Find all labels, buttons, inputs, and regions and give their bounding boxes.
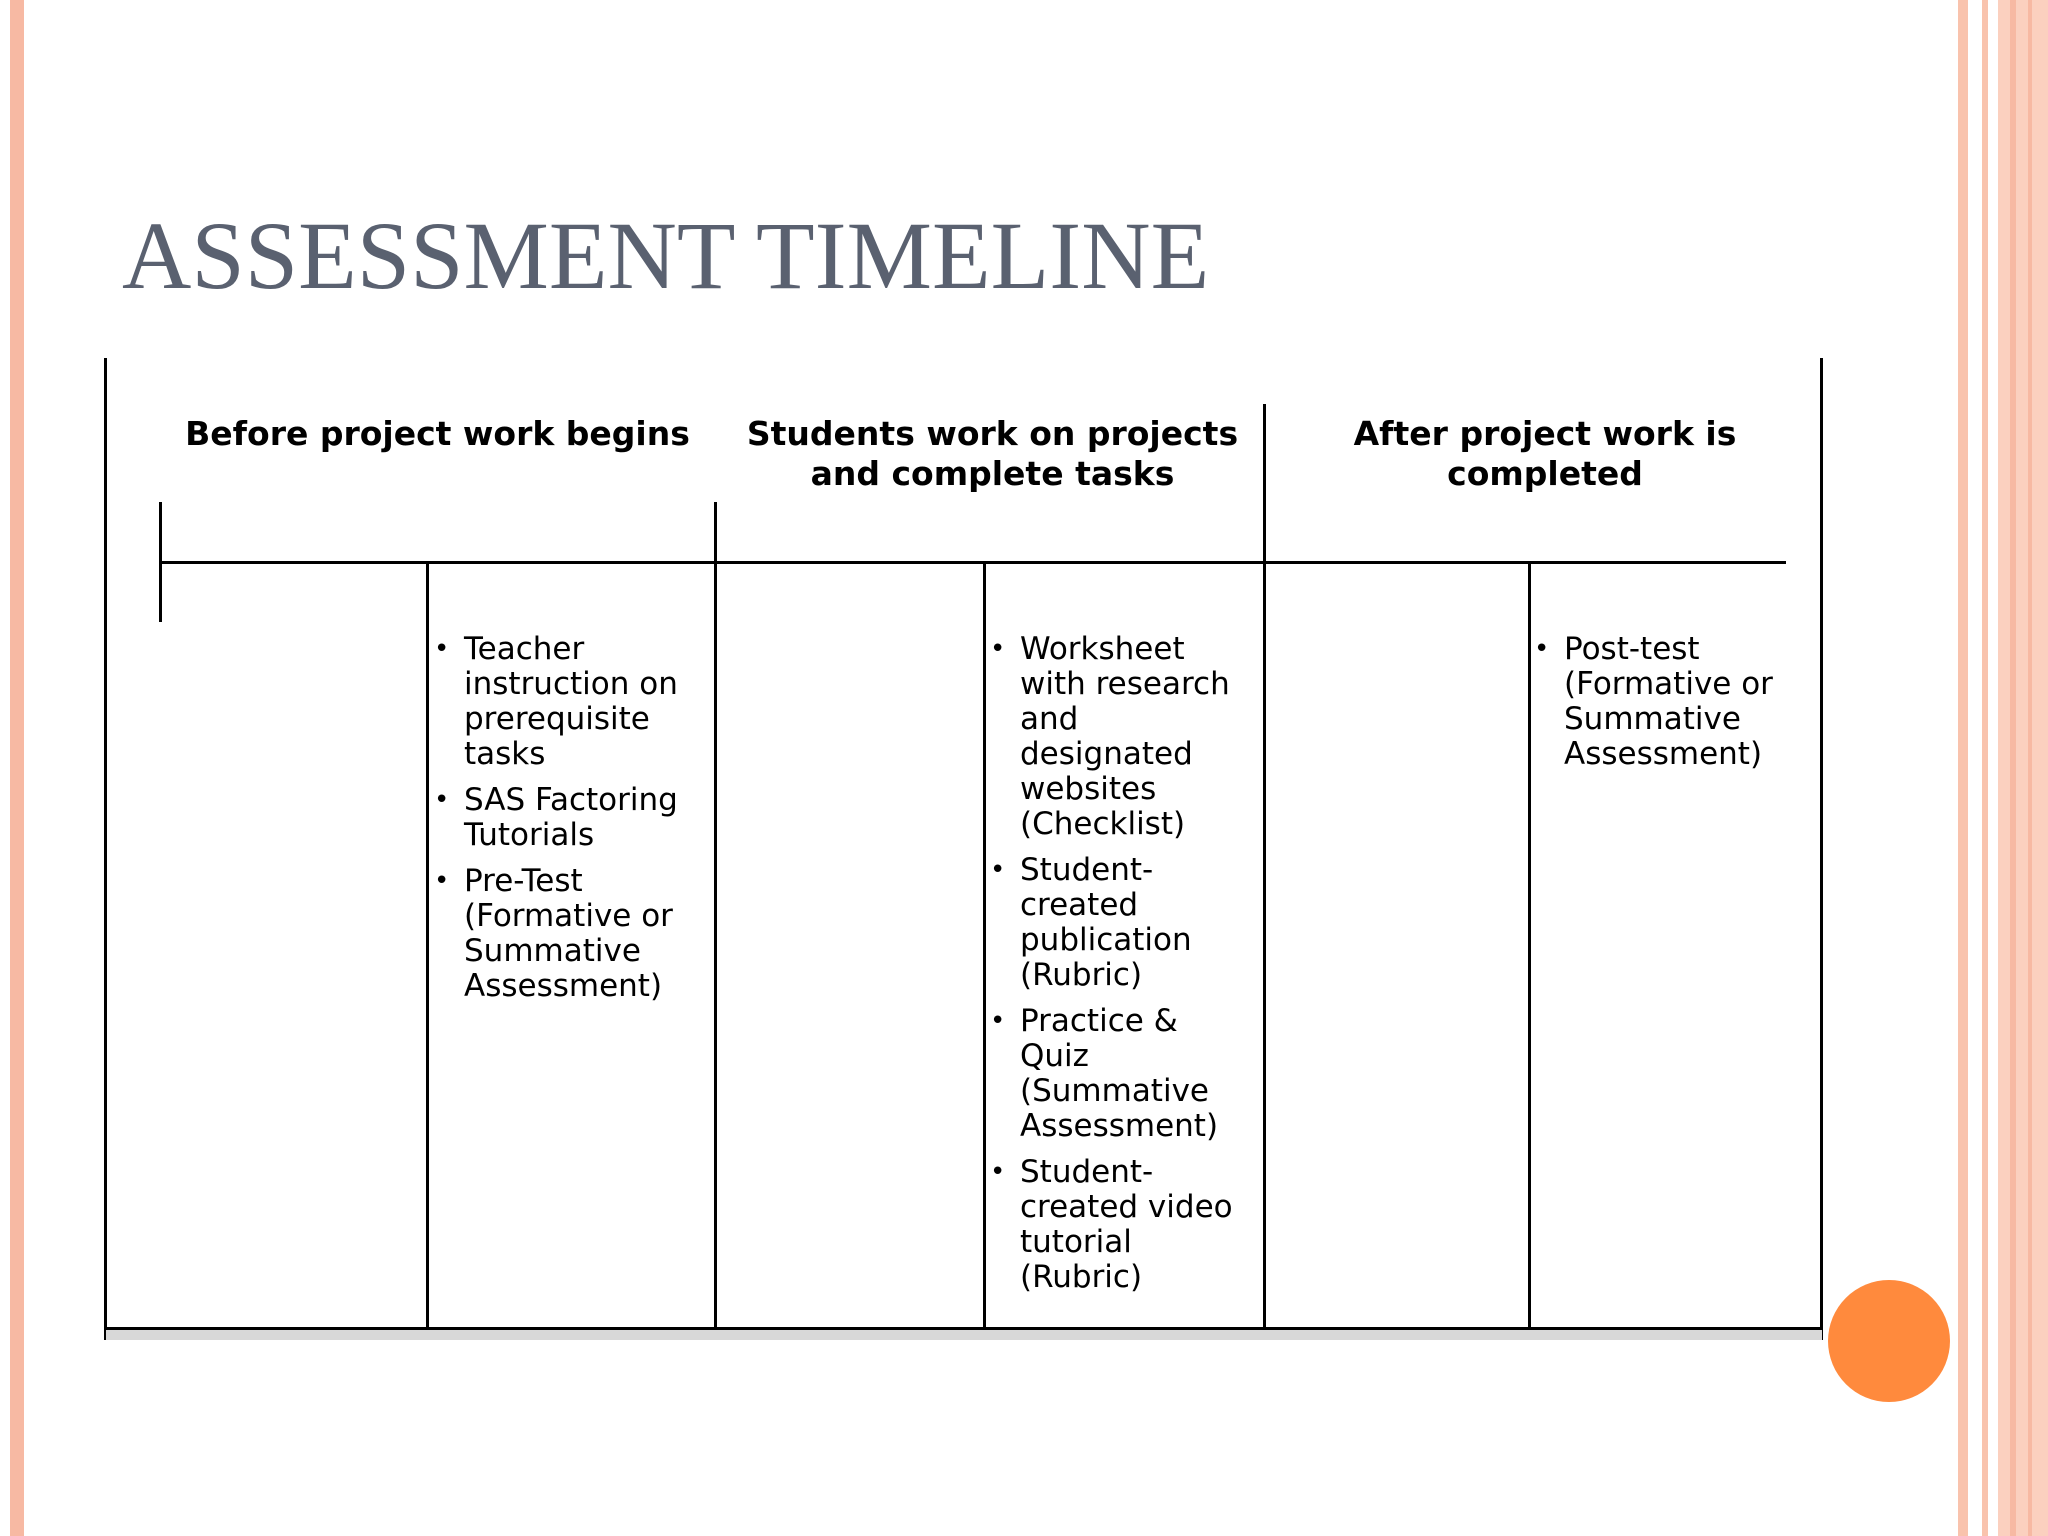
accent-circle [1828,1280,1950,1402]
list-item: • Student-created publication (Rubric) [990,853,1250,993]
during-task-list [990,632,1250,1306]
list-item: • Pre-Test (Formative or Summative Assessment) [434,864,684,1004]
right-border-stripe-3 [1998,0,2048,1536]
list-item: • Post-test (Formative or Summative Assessment) [1534,632,1799,772]
column-divider-5 [1528,562,1531,1328]
table-left-border [104,358,107,1340]
phase-divider-2-upper [1263,404,1266,562]
table-right-border [1820,358,1823,1340]
timeline-axis [159,561,1786,564]
phase-divider-1-upper [714,502,717,562]
list-item: • Teacher instruction on prerequisite tasks [434,632,684,772]
after-task-list [1534,632,1799,783]
before-task-list [434,632,684,1015]
list-item: • Student-created video tutorial (Rubric) [990,1155,1250,1295]
phase-header-during: Students work on projects and complete tasks [746,414,1239,493]
right-border-stripe-5 [2028,0,2032,1536]
right-border-stripe [1958,0,1968,1536]
list-item: • SAS Factoring Tutorials [434,783,684,853]
left-border-stripe [10,0,24,1536]
phase-header-after: After project work is completed [1353,414,1737,493]
right-border-stripe-2 [1982,0,1988,1536]
table-bottom-shadow [106,1330,1822,1340]
slide-title: ASSESSMENT TIMELINE [122,202,1210,309]
phase-header-before: Before project work begins [185,414,690,453]
column-divider-3 [983,562,986,1328]
list-item: • Worksheet with research and designated websites (Checklist) [990,632,1250,842]
column-divider-1 [426,562,429,1328]
timeline-start-tick [159,502,162,622]
column-divider-4 [1263,562,1266,1328]
column-divider-2 [714,562,717,1328]
right-border-stripe-4 [2010,0,2016,1536]
list-item: • Practice & Quiz (Summative Assessment) [990,1004,1250,1144]
